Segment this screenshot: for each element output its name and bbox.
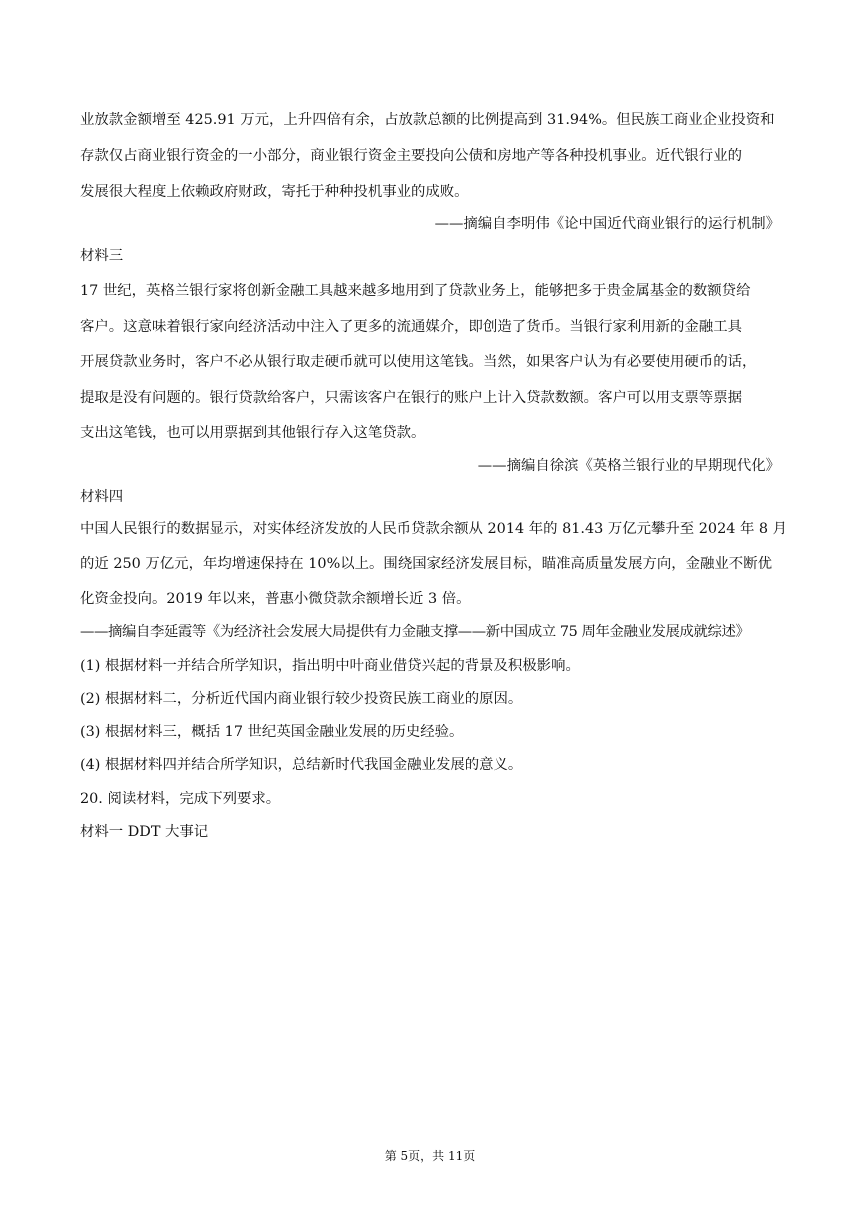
question-item: (3) 根据材料三，概括 17 世纪英国金融业发展的历史经验。	[80, 724, 464, 740]
paragraph-line: 业放款金额增至 425.91 万元，上升四倍有余，占放款总额的比例提高到 31.94%。但民族工商业企业投资和	[80, 112, 775, 128]
paragraph-line: 存款仅占商业银行资金的一小部分，商业银行资金主要投向公债和房地产等各种投机事业。近代银行业的	[80, 148, 742, 164]
section-heading: 材料四	[80, 489, 124, 505]
paragraph-line: 发展很大程度上依赖政府财政，寄托于种种投机事业的成败。	[80, 184, 469, 200]
section-heading: 材料一 DDT 大事记	[80, 824, 209, 840]
paragraph-line: 的近 250 万亿元，年均增速保持在 10%以上。围绕国家经济发展目标，瞄准高质量发展方向，金融业不断优	[80, 556, 772, 572]
section-heading: 材料三	[80, 248, 124, 264]
paragraph-line: 17 世纪，英格兰银行家将创新金融工具越来越多地用到了贷款业务上，能够把多于贵金属基金的数额贷给	[80, 283, 751, 299]
page-number: 第 5页，共 11页	[384, 1149, 476, 1163]
paragraph-line: 中国人民银行的数据显示，对实体经济发放的人民币贷款余额从 2014 年的 81.43 万亿元攀升至 2024 年 8 月	[80, 521, 788, 537]
question-item: (4) 根据材料四并结合所学知识，总结新时代我国金融业发展的意义。	[80, 757, 523, 773]
paragraph-line: 开展贷款业务时，客户不必从银行取走硬币就可以使用这笔钱。当然，如果客户认为有必要使用硬币的话，	[80, 354, 757, 370]
paragraph-line: 提取是没有问题的。银行贷款给客户，只需该客户在银行的账户上计入贷款数额。客户可以用支票等票据	[80, 390, 742, 406]
paragraph-line: 化资金投向。2019 年以来，普惠小微贷款余额增长近 3 倍。	[80, 591, 471, 607]
question-item: (1) 根据材料一并结合所学知识，指出明中叶商业借贷兴起的背景及积极影响。	[80, 658, 580, 674]
question-prompt: 20. 阅读材料，完成下列要求。	[80, 791, 281, 807]
question-item: (2) 根据材料二，分析近代国内商业银行较少投资民族工商业的原因。	[80, 691, 523, 707]
citation: ——摘编自李延霞等《为经济社会发展大局提供有力金融支撑——新中国成立 75 周年金融业发展成就综述》	[80, 624, 750, 640]
citation: ——摘编自李明伟《论中国近代商业银行的运行机制》	[434, 216, 780, 232]
paragraph-line: 支出这笔钱，也可以用票据到其他银行存入这笔贷款。	[80, 425, 426, 441]
paragraph-line: 客户。这意味着银行家向经济活动中注入了更多的流通媒介，即创造了货币。当银行家利用新的金融工具	[80, 319, 742, 335]
citation: ——摘编自徐滨《英格兰银行业的早期现代化》	[477, 458, 780, 474]
